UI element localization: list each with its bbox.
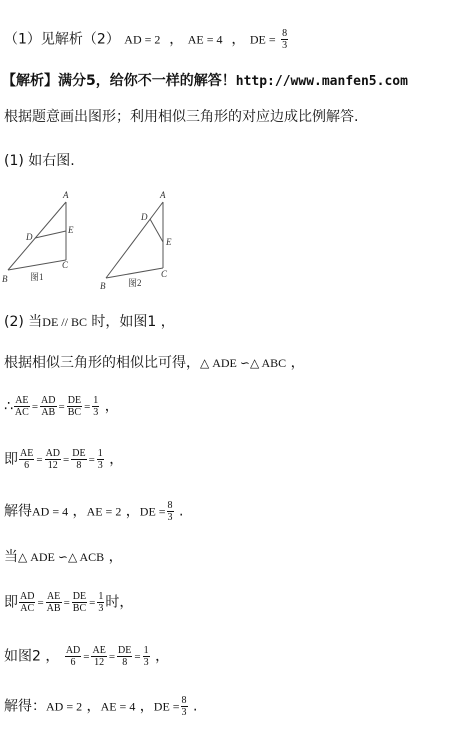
part2-line3: ∴ $\frac{AE}{AC}$ = $\frac{AD}{AB}$ = $\frac{DE}{BC}$ = $\frac{1}{3}$ ， [4,395,119,418]
fraction: $\frac{AE}{AC}$ [14,395,29,418]
fig2-label-c: C [161,269,168,279]
answer-ad: AD = 2 [124,32,161,47]
fig2-label-d: D [141,212,148,222]
part2-line2: 根据相似三角形的相似比可得，△ ADE ∽△ ABC ， [4,355,305,371]
fig2-label-b: B [100,281,106,291]
fraction: $\frac{1}{3}$ [98,591,104,614]
fig1-label-c: C [62,260,69,270]
part2-line7: 即 $\frac{AD}{AC}$ = $\frac{AE}{AB}$ = $\frac{DE}{BC}$ = $\frac{1}{3}$ 时， [4,591,134,614]
answer-part1: （1）见解析（2） [4,31,120,48]
fraction: $\frac{DE}{BC}$ [67,395,82,418]
fraction: $\frac{DE}{8}$ [118,645,132,668]
answer-line: （1）见解析（2） AD = 2 ， AE = 4 ， DE = $\frac{8}{3}$ [4,28,288,51]
fraction: $\frac{DE}{8}$ [72,448,86,471]
figure-2 [100,190,172,291]
part2-line5: 解得AD = 4 ，AE = 2 ，DE = $\frac{8}{3}$ . [4,500,184,523]
fig1-label-e: E [68,225,74,235]
fraction: $\frac{8}{3}$ [167,500,173,523]
fraction: $\frac{1}{3}$ [93,395,99,418]
fig1-label-b: B [2,274,8,284]
answer-de-fraction: $\frac{8}{3}$ [282,28,288,51]
fig2-label-e: E [166,237,172,247]
analysis-bracket: 【解析】满分5，给你不一样的解答！ [2,73,236,89]
figure-1 [2,190,74,284]
fig2-label-a: A [160,190,166,200]
fraction: $\frac{8}{3}$ [181,695,187,718]
fraction: $\frac{AD}{AC}$ [20,591,35,614]
fraction: $\frac{AD}{6}$ [65,645,81,668]
fig1-label-d: D [26,232,33,242]
fraction: $\frac{AD}{12}$ [45,448,61,471]
fraction: $\frac{DE}{BC}$ [72,591,87,614]
part2-line4: 即 $\frac{AE}{6}$ = $\frac{AD}{12}$ = $\frac{DE}{8}$ = $\frac{1}{3}$ ， [4,448,124,471]
fraction: $\frac{AE}{12}$ [92,645,106,668]
part2-line6: 当△ ADE ∽△ ACB ， [4,549,123,565]
fig2-caption: 图2 [128,278,142,288]
intro-text: 根据题意画出图形；利用相似三角形的对应边成比例解答. [4,109,359,125]
answer-de: DE = [249,32,276,47]
part1-label: (1) 如右图. [4,153,75,169]
fig1-caption: 图1 [30,272,44,282]
fraction: $\frac{AD}{AB}$ [41,395,56,418]
fig1-label-a: A [63,190,69,200]
fraction: $\frac{1}{3}$ [143,645,149,668]
source-url: http://www.manfen5.com [235,74,408,89]
geometry-figure [0,188,200,298]
part2-line1: (2) 当DE // BC 时，如图1 ， [4,314,175,330]
part2-line9: 解得：AD = 2 ，AE = 4 ，DE = $\frac{8}{3}$ . [4,695,198,718]
fraction: $\frac{1}{3}$ [97,448,103,471]
part2-line8: 如图2 ， $\frac{AD}{6}$ = $\frac{AE}{12}$ = $\frac{DE}{8}$ = $\frac{1}{3}$ ， [4,645,170,668]
answer-ae: AE = 4 [187,32,223,47]
analysis-header [2,72,408,91]
fraction: $\frac{AE}{AB}$ [46,591,61,614]
fraction: $\frac{AE}{6}$ [20,448,34,471]
